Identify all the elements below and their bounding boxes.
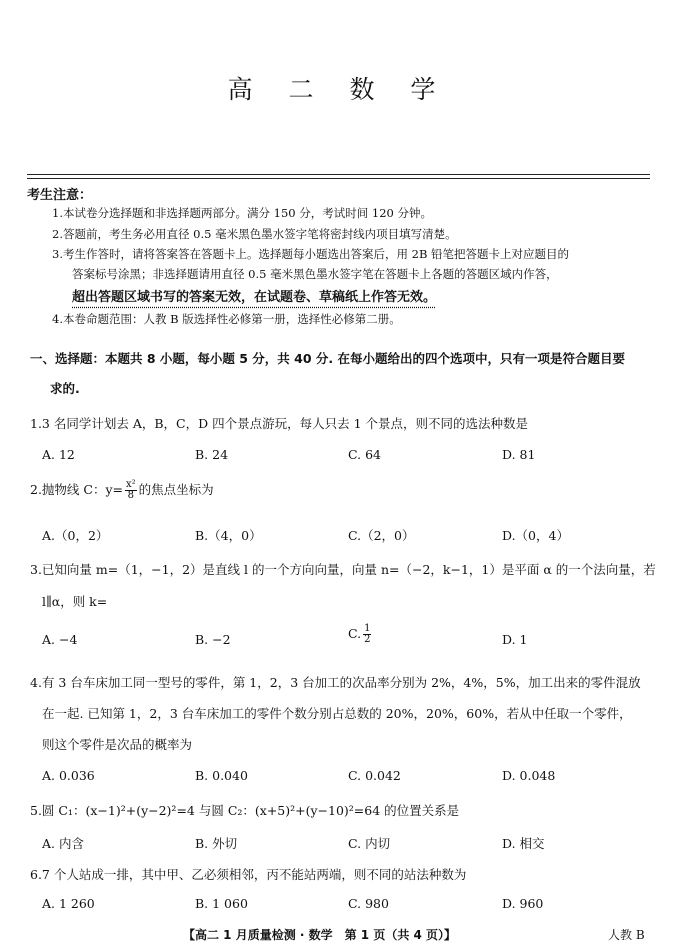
question-1-stem: 1.3 名同学计划去 A，B，C，D 四个景点游玩，每人只去 1 个景点，则不同的选法种数是 xyxy=(30,416,528,431)
question-3-option-c xyxy=(348,624,373,645)
question-4-stem-line2: 在一起. 已知第 1，2，3 台车床加工的零件个数分别占总数的 20%，20%，60%，若从中任取一个零件， xyxy=(42,706,632,721)
question-3-option-c-fraction xyxy=(363,624,371,645)
question-2-option-b: B.（4，0） xyxy=(195,528,262,543)
divider-thick xyxy=(27,174,650,175)
divider-thin xyxy=(27,178,650,179)
question-4-option-d: D. 0.048 xyxy=(502,768,556,783)
question-3-option-b: B. −2 xyxy=(195,632,231,647)
question-2-option-a: A.（0，2） xyxy=(42,528,109,543)
question-3-option-a: A. −4 xyxy=(42,632,78,647)
question-3-optc-den: 2 xyxy=(364,634,371,645)
question-3-option-d: D. 1 xyxy=(502,632,528,647)
question-2-stem xyxy=(30,480,214,501)
page-title: 高 二 数 学 xyxy=(227,75,450,104)
section-heading: 一、选择题：本题共 8 小题，每小题 5 分，共 40 分. 在每小题给出的四个选项中，只有一项是符合题目要 xyxy=(30,351,626,366)
question-2-option-d: D.（0，4） xyxy=(502,528,569,543)
question-4-option-a: A. 0.036 xyxy=(42,768,95,783)
question-4-stem-line1: 4.有 3 台车床加工同一型号的零件，第 1，2，3 台加工的次品率分别为 2%，4%，5%，加工出来的零件混放 xyxy=(30,675,641,690)
question-2-stem-b: 的焦点坐标为 xyxy=(138,482,214,497)
question-6-option-b: B. 1 060 xyxy=(195,896,248,911)
question-6-option-d: D. 960 xyxy=(502,896,544,911)
question-5-option-d: D. 相交 xyxy=(502,836,545,851)
question-4-stem-line3: 则这个零件是次品的概率为 xyxy=(42,737,193,752)
notice-item-3: 3.考生作答时，请将答案答在答题卡上。选择题每小题选出答案后，用 2B 铅笔把答题卡上对应题目的 xyxy=(52,247,570,261)
question-2-stem-a: 2.抛物线 C：y= xyxy=(30,482,123,497)
notice-item-2: 2.答题前，考生务必用直径 0.5 毫米黑色墨水签字笔将密封线内项目填写清楚。 xyxy=(52,227,457,241)
question-2-frac-den: 8 xyxy=(127,490,135,501)
question-1-option-c: C. 64 xyxy=(348,447,381,462)
question-5-option-a: A. 内含 xyxy=(42,836,84,851)
question-6-stem: 6.7 个人站成一排，其中甲、乙必须相邻，丙不能站两端，则不同的站法种数为 xyxy=(30,867,467,882)
page-footer-edition: 人教 B xyxy=(608,928,645,942)
question-4-option-c: C. 0.042 xyxy=(348,768,401,783)
question-6-option-c: C. 980 xyxy=(348,896,389,911)
notice-item-4: 4.本卷命题范围：人教 B 版选择性必修第一册，选择性必修第二册。 xyxy=(52,312,401,326)
notice-emphasis: 超出答题区域书写的答案无效，在试题卷、草稿纸上作答无效。 xyxy=(72,290,437,305)
question-6-option-a: A. 1 260 xyxy=(42,896,95,911)
question-1-option-d: D. 81 xyxy=(502,447,536,462)
page-footer: 【高二 1 月质量检测 · 数学 第 1 页（共 4 页）】 xyxy=(183,928,457,942)
question-5-option-b: B. 外切 xyxy=(195,836,238,851)
question-2-frac-num: x² xyxy=(126,479,136,490)
question-1-option-b: B. 24 xyxy=(195,447,229,462)
question-2-fraction xyxy=(125,480,137,501)
question-5-option-c: C. 内切 xyxy=(348,836,391,851)
question-3-optc-num: 1 xyxy=(364,623,371,634)
section-heading-cont: 求的. xyxy=(50,381,80,396)
notice-item-1: 1.本试卷分选择题和非选择题两部分。满分 150 分，考试时间 120 分钟。 xyxy=(52,206,432,220)
question-3-stem-line2: l∥α，则 k= xyxy=(42,594,108,609)
notice-heading: 考生注意： xyxy=(27,188,93,203)
notice-item-3-cont: 答案标号涂黑；非选择题请用直径 0.5 毫米黑色墨水签字笔在答题卡上各题的答题区域内作答， xyxy=(72,267,558,281)
question-3-stem-line1: 3.已知向量 m=（1，−1，2）是直线 l 的一个方向向量，向量 n=（−2，k−1，1）是平面 α 的一个法向量，若 xyxy=(30,562,656,577)
question-3-option-c-prefix: C. xyxy=(348,626,362,641)
question-1-option-a: A. 12 xyxy=(42,447,75,462)
question-4-option-b: B. 0.040 xyxy=(195,768,248,783)
question-5-stem: 5.圆 C₁：(x−1)²+(y−2)²=4 与圆 C₂：(x+5)²+(y−10)²=64 的位置关系是 xyxy=(30,803,460,818)
question-2-option-c: C.（2，0） xyxy=(348,528,415,543)
